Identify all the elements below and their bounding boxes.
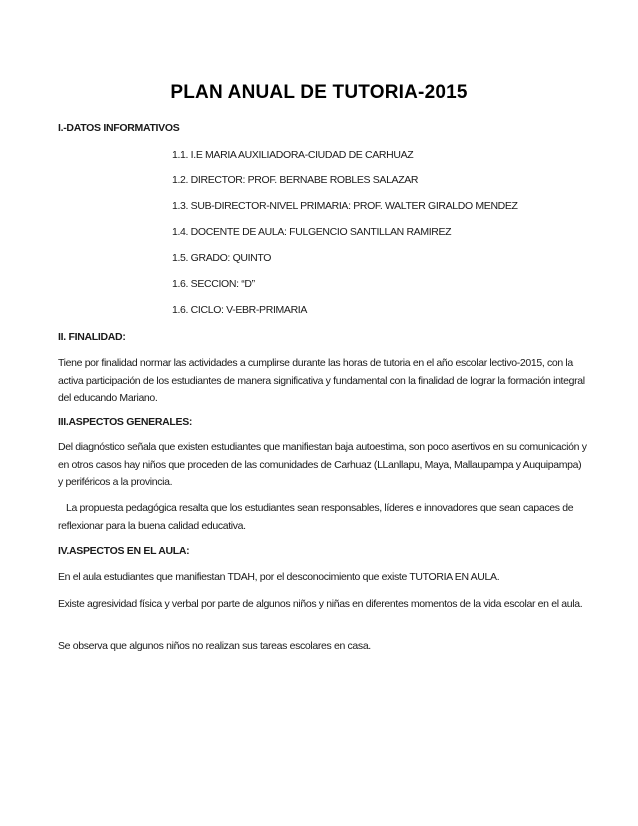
info-item-ciclo: 1.6. CICLO: V-EBR-PRIMARIA <box>172 304 308 316</box>
aspectos-aula-paragraph-3: Se observa que algunos niños no realizan sus tareas escolares en casa. <box>58 640 371 652</box>
info-item-grado: 1.5. GRADO: QUINTO <box>172 252 272 264</box>
info-item-subdirector: 1.3. SUB-DIRECTOR-NIVEL PRIMARIA: PROF. WALTER GIRALDO MENDEZ <box>172 200 518 212</box>
section-heading-datos-informativos: I.-DATOS INFORMATIVOS <box>58 122 180 134</box>
aspectos-aula-paragraph-1: En el aula estudiantes que manifiestan TDAH, por el desconocimiento que existe TUTORIA EN AULA. <box>58 571 500 583</box>
document-title: PLAN ANUAL DE TUTORIA-2015 <box>170 82 468 103</box>
aspectos-aula-paragraph-2: Existe agresividad física y verbal por parte de algunos niños y niñas en diferentes momentos de la vida escolar en el aula. <box>58 598 583 610</box>
section-heading-aspectos-aula: IV.ASPECTOS EN EL AULA: <box>58 545 190 557</box>
finalidad-paragraph: Tiene por finalidad normar las actividades a cumplirse durante las horas de tutoria en el año escolar lectivo-2015, con la activa participación de los estudiantes de manera significativa y fundamental con la finalidad de lograr la formación integral del educando Mariano. <box>58 357 585 404</box>
section-heading-aspectos-generales: III.ASPECTOS GENERALES: <box>58 416 193 428</box>
aspectos-generales-paragraph-1: Del diagnóstico señala que existen estudiantes que manifiestan baja autoestima, son poco asertivos en su comunicación y en otros casos hay niños que proceden de las comunidades de Carhuaz (LLanllapu, Maya, Mallaupampa y Auquipampa) y periféricos a la provincia. <box>58 441 587 488</box>
section-heading-finalidad: II. FINALIDAD: <box>58 331 126 343</box>
info-item-docente: 1.4. DOCENTE DE AULA: FULGENCIO SANTILLAN RAMIREZ <box>172 226 452 238</box>
info-item-institucion: 1.1. I.E MARIA AUXILIADORA-CIUDAD DE CARHUAZ <box>172 149 414 161</box>
aspectos-generales-paragraph-2: La propuesta pedagógica resalta que los estudiantes sean responsables, líderes e innovadores que sean capaces de reflexionar para la buena calidad educativa. <box>58 502 574 532</box>
info-item-seccion: 1.6. SECCION: “D” <box>172 278 255 290</box>
info-item-director: 1.2. DIRECTOR: PROF. BERNABE ROBLES SALAZAR <box>172 174 419 186</box>
